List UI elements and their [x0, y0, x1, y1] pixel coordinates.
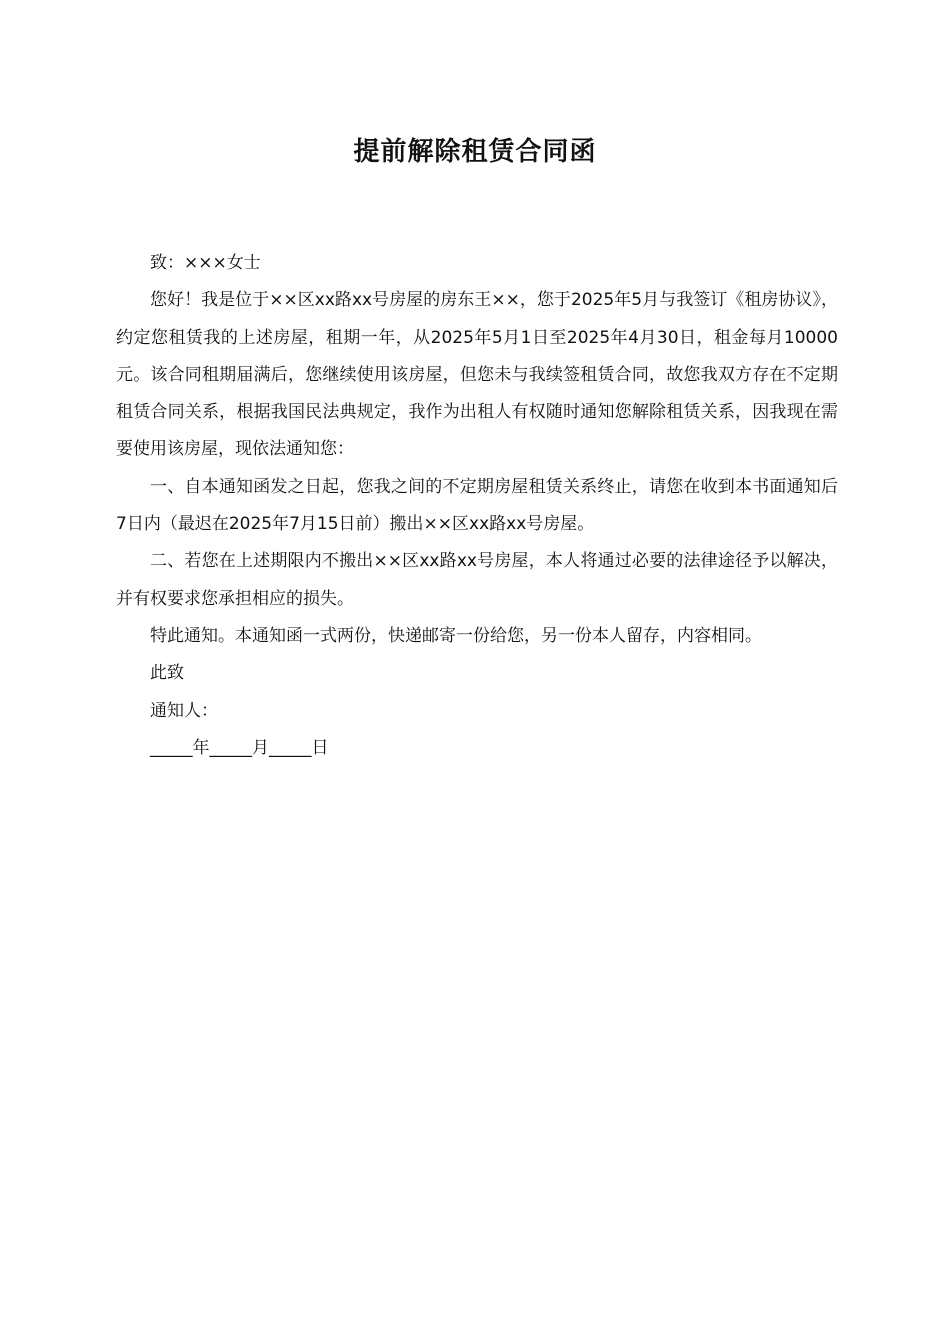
clause-one: 一、自本通知函发之日起，您我之间的不定期房屋租赁关系终止，请您在收到本书面通知后7日内（最迟在2025年7月15日前）搬出××区xx路xx号房屋。 [116, 476, 838, 535]
document-title: 提前解除租赁合同函 [353, 137, 597, 167]
greeting-paragraph: 您好！我是位于××区xx路xx号房屋的房东王××，您于2025年5月与我签订《租房协议》，约定您租赁我的上述房屋，租期一年，从2025年5月1日至2025年4月30日，租金每月10000元。该合同租期届满后，您继续使用该房屋，但您未与我续签租赁合同，故您我双方存在不定期租赁合同关系，根据我国民法典规定，我作为出租人有权随时通知您解除租赁关系，因我现在需要使用该房屋，现依法通知您： [116, 290, 838, 460]
closing-statement: 特此通知。本通知函一式两份，快递邮寄一份给您，另一份本人留存，内容相同。 [150, 625, 762, 646]
document-body [116, 245, 838, 767]
date-line: _____年_____月_____日 [150, 737, 329, 758]
closing-phrase: 此致 [150, 663, 184, 684]
signatory-label: 通知人： [150, 700, 218, 721]
clause-two: 二、若您在上述期限内不搬出××区xx路xx号房屋，本人将通过必要的法律途径予以解决，并有权要求您承担相应的损失。 [116, 551, 838, 609]
salutation: 致：×××女士 [150, 253, 261, 273]
